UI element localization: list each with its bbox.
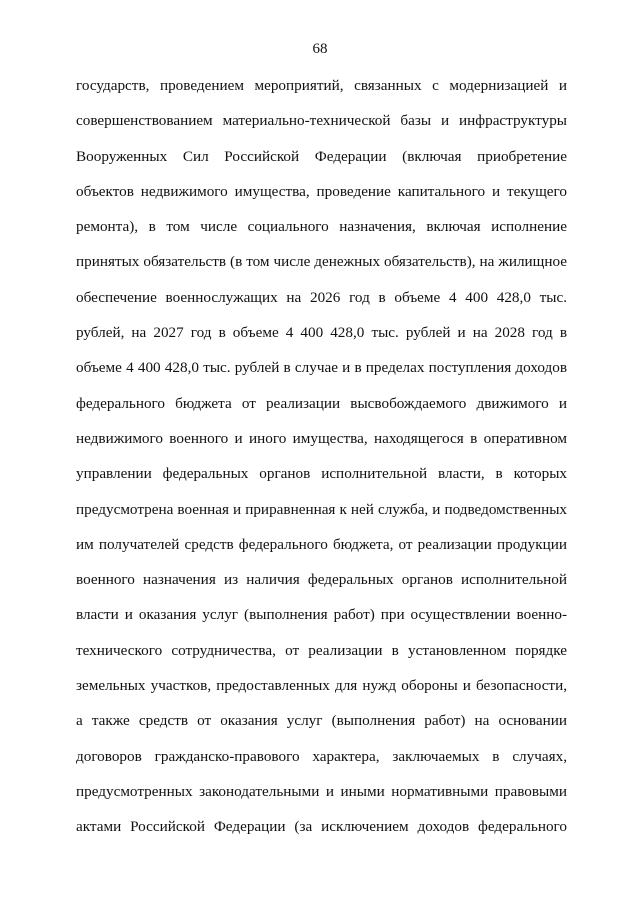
text-line: Вооруженных Сил Российской Федерации (включая приобретение [76,147,567,165]
text-line: рублей, на 2027 год в объеме 4 400 428,0 тыс. рублей и на 2028 год в [76,324,567,342]
text-line: предусмотренных законодательными и иными нормативными правовыми [76,782,567,800]
text-line: принятых обязательств (в том числе денежных обязательств), на жилищное [76,253,567,271]
text-line: военного назначения из наличия федеральных органов исполнительной [76,571,567,589]
text-line: обеспечение военнослужащих на 2026 год в объеме 4 400 428,0 тыс. [76,288,567,306]
page-number: 68 [312,41,328,57]
text-line: государств, проведением мероприятий, связанных с модернизацией и [76,77,567,94]
text-line: договоров гражданско-правового характера, заключаемых в случаях, [76,747,567,765]
text-line: а также средств от оказания услуг (выполнения работ) на основании [76,712,567,730]
text-line: предусмотрена военная и приравненная к ней служба, и подведомственных [76,500,567,518]
text-line: объеме 4 400 428,0 тыс. рублей в случае и в пределах поступления доходов [76,359,567,377]
text-line: объектов недвижимого имущества, проведение капитального и текущего [76,182,567,200]
text-line: земельных участков, предоставленных для нужд обороны и безопасности, [76,677,567,695]
text-line: федерального бюджета от реализации высвобождаемого движимого и [76,394,567,412]
text-line: управлении федеральных органов исполнительной власти, в которых [76,465,567,483]
text-line: технического сотрудничества, от реализации в установленном порядке [76,641,567,659]
text-line: власти и оказания услуг (выполнения работ) при осуществлении военно- [76,606,567,624]
body-text [76,76,567,853]
text-line: актами Российской Федерации (за исключением доходов федерального [76,818,567,836]
text-line: им получателей средств федерального бюджета, от реализации продукции [76,535,567,553]
text-line: недвижимого военного и иного имущества, находящегося в оперативном [76,429,567,447]
text-line: совершенствованием материально-технической базы и инфраструктуры [76,112,567,130]
text-line: ремонта), в том числе социального назначения, включая исполнение [76,218,567,236]
